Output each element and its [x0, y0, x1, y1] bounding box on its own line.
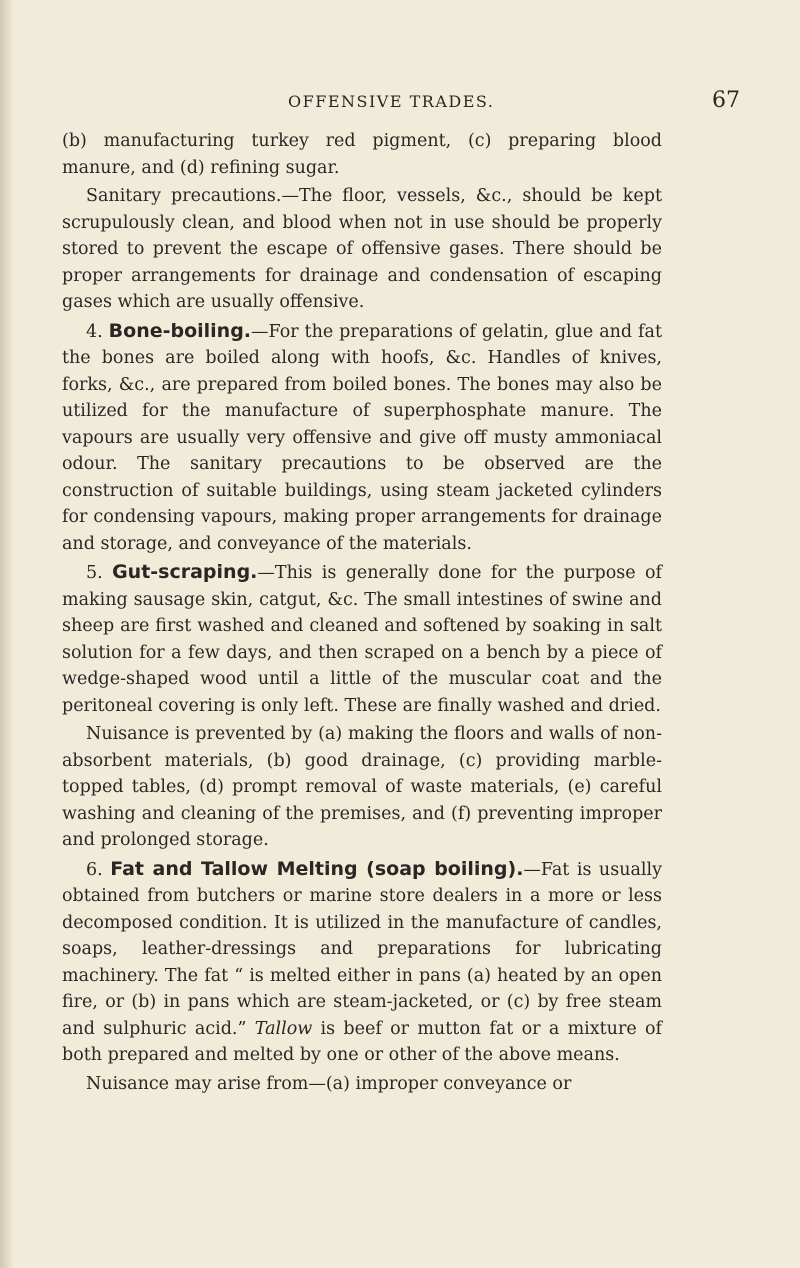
section-heading: Fat and Tallow Melting (soap boiling). [110, 857, 524, 880]
section-number: 5. [86, 563, 103, 583]
page-number: 67 [712, 88, 740, 113]
body-text [62, 128, 662, 1099]
section-heading: Gut-scraping. [112, 561, 258, 583]
paragraph-text: —Fat is usually obtained from butchers or marine store dealers in a more or less decomposed condition. It is utilized in the manufacture of candles, soaps, leather-dressings and preparations for lubricating machinery. The fat “ is melted either in pans (a) heated by an open fire, or (b) in pans which are steam-jacketed, or (c) by free steam and sulphuric acid.” [62, 859, 662, 1039]
paragraph-text: (b) manufacturing turkey red pigment, (c) preparing blood manure, and (d) refining sugar. [62, 131, 662, 178]
paragraph-text: Sanitary precautions.—The floor, vessels, &c., should be kept scrupulously clean, and blood when not in use should be properly stored to prevent the escape of offensive gases. There should be proper arrangements for drainage and condensation of escaping gases which are usually offensive. [62, 186, 662, 312]
paragraph-text: Nuisance may arise from—(a) improper conveyance or [86, 1073, 572, 1094]
italic-term: Tallow [254, 1018, 313, 1039]
paragraph-text: —For the preparations of gelatin, glue and fat the bones are boiled along with hoofs, &c. Handles of knives, forks, &c., are prepared from boiled bones. The bones may also be utilized for the manufacture of superphosphate manure. The vapours are usually very offensive and give off musty ammoniacal odour. The sanitary precautions to be observed are the construction of suitable buildings, using steam jacketed cylinders for condensing vapours, making proper arrangements for drainage and storage, and conveyance of the materials. [62, 321, 662, 554]
paragraph-bone-boiling [62, 318, 662, 558]
paragraph-sanitary-precautions [62, 183, 662, 316]
paragraph-gut-scraping [62, 559, 662, 719]
paragraph-continued [62, 128, 662, 181]
paragraph-nuisance-prevention [62, 721, 662, 854]
section-number: 4. [86, 321, 103, 342]
running-head: OFFENSIVE TRADES. [288, 92, 495, 111]
paragraph-text: —This is generally done for the purpose of making sausage skin, catgut, &c. The small intestines of swine and sheep are first washed and cleaned and softened by soaking in salt solution for a few days, and then scraped on a bench by a piece of wedge-shaped wood until a little of the muscular coat and the peritoneal covering is only left. These are finally washed and dried. [62, 563, 662, 716]
page-header [60, 88, 740, 122]
paragraph-text: is beef or mutton fat or a mixture of both prepared and melted by one or other of the above means. [62, 1018, 662, 1065]
section-heading: Bone-boiling. [108, 319, 252, 342]
paragraph-fat-tallow-melting [62, 856, 662, 1069]
page-binding-edge [0, 0, 14, 1268]
section-number: 6. [86, 859, 103, 880]
paragraph-nuisance-arise [62, 1071, 662, 1098]
paragraph-text: Nuisance is prevented by (a) making the floors and walls of non-absorbent materials, (b) good drainage, (c) providing marble-topped tables, (d) prompt removal of waste materials, (e) careful washing and cleaning of the premises, and (f) preventing improper and prolonged storage. [62, 724, 662, 850]
